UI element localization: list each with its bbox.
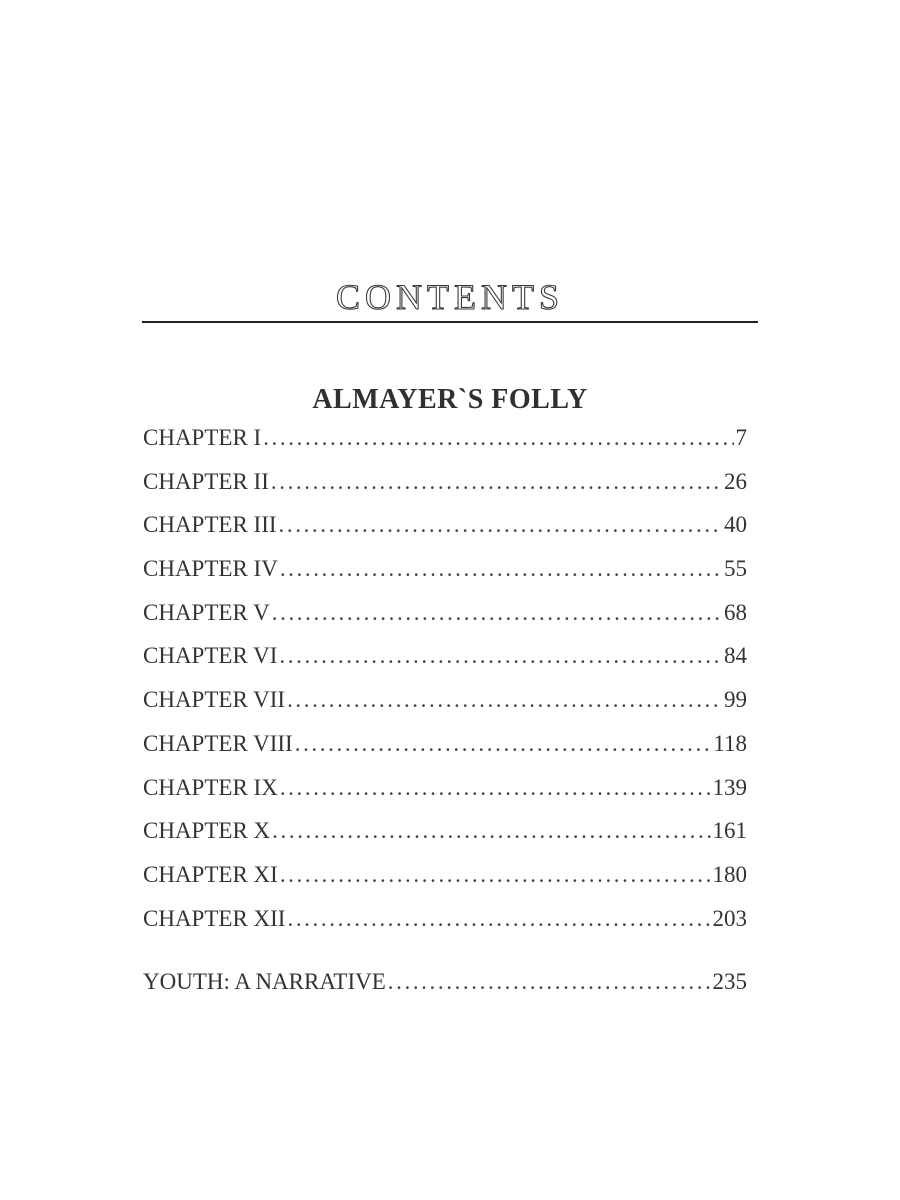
other-works-list — [143, 969, 747, 1013]
toc-entry-page: 55 — [724, 556, 747, 582]
dot-leader — [280, 862, 711, 888]
toc-entry[interactable] — [143, 469, 747, 513]
toc-entry[interactable] — [143, 425, 747, 469]
dot-leader — [280, 775, 711, 801]
dot-leader — [263, 425, 733, 451]
dot-leader — [272, 818, 710, 844]
page-title: CONTENTS — [336, 277, 564, 318]
dot-leader — [279, 643, 722, 669]
toc-entry-page: 235 — [712, 969, 747, 994]
toc-entry[interactable] — [143, 556, 747, 600]
dot-leader — [271, 469, 722, 495]
toc-entry[interactable] — [143, 969, 747, 1013]
toc-entry-page: 26 — [724, 468, 747, 494]
toc-entry-label: CHAPTER VI — [143, 643, 278, 669]
toc-entry-page: 139 — [712, 774, 747, 800]
book-title: ALMAYER`S FOLLY — [312, 384, 588, 416]
toc-entry-page: 99 — [724, 687, 747, 713]
toc-entry-label: CHAPTER I — [143, 425, 262, 450]
toc-entry[interactable] — [143, 687, 747, 731]
toc-entry-label: CHAPTER XI — [143, 861, 278, 887]
toc-entry-label: CHAPTER IX — [143, 774, 278, 800]
toc-entry-label: CHAPTER V — [143, 599, 270, 625]
toc-entry[interactable] — [143, 600, 747, 644]
dot-leader — [280, 556, 722, 582]
toc-entry[interactable] — [143, 731, 747, 775]
toc-entry[interactable] — [143, 512, 747, 556]
toc-entry[interactable] — [143, 818, 747, 862]
toc-entry-label: CHAPTER III — [143, 512, 277, 538]
toc-entry-label: CHAPTER XII — [143, 905, 286, 931]
toc-entry-page: 161 — [712, 818, 747, 844]
dot-leader — [272, 600, 722, 626]
toc-entry[interactable] — [143, 775, 747, 819]
dot-leader — [287, 687, 722, 713]
toc-entry-label: CHAPTER II — [143, 468, 269, 494]
dot-leader — [295, 731, 712, 757]
toc-entry-label: YOUTH: A NARRATIVE — [143, 969, 386, 994]
toc-entry-label: CHAPTER VII — [143, 687, 286, 713]
toc-entry-page: 118 — [713, 730, 747, 756]
toc-entry-page: 68 — [724, 599, 747, 625]
toc-entry-label: CHAPTER IV — [143, 556, 278, 582]
toc-entry[interactable] — [143, 643, 747, 687]
toc-entry-page: 180 — [712, 861, 747, 887]
toc-entry[interactable] — [143, 906, 747, 950]
toc-entry-page: 7 — [735, 425, 747, 450]
dot-leader — [287, 906, 710, 932]
toc-entry-label: CHAPTER X — [143, 818, 271, 844]
toc-entry-page: 40 — [724, 512, 747, 538]
dot-leader — [388, 969, 711, 995]
toc-entry-label: CHAPTER VIII — [143, 730, 293, 756]
toc-entry-page: 84 — [724, 643, 747, 669]
dot-leader — [279, 512, 722, 538]
toc-entry[interactable] — [143, 862, 747, 906]
toc-entry-page: 203 — [712, 905, 747, 931]
title-divider — [142, 321, 758, 323]
chapter-list — [143, 425, 747, 949]
